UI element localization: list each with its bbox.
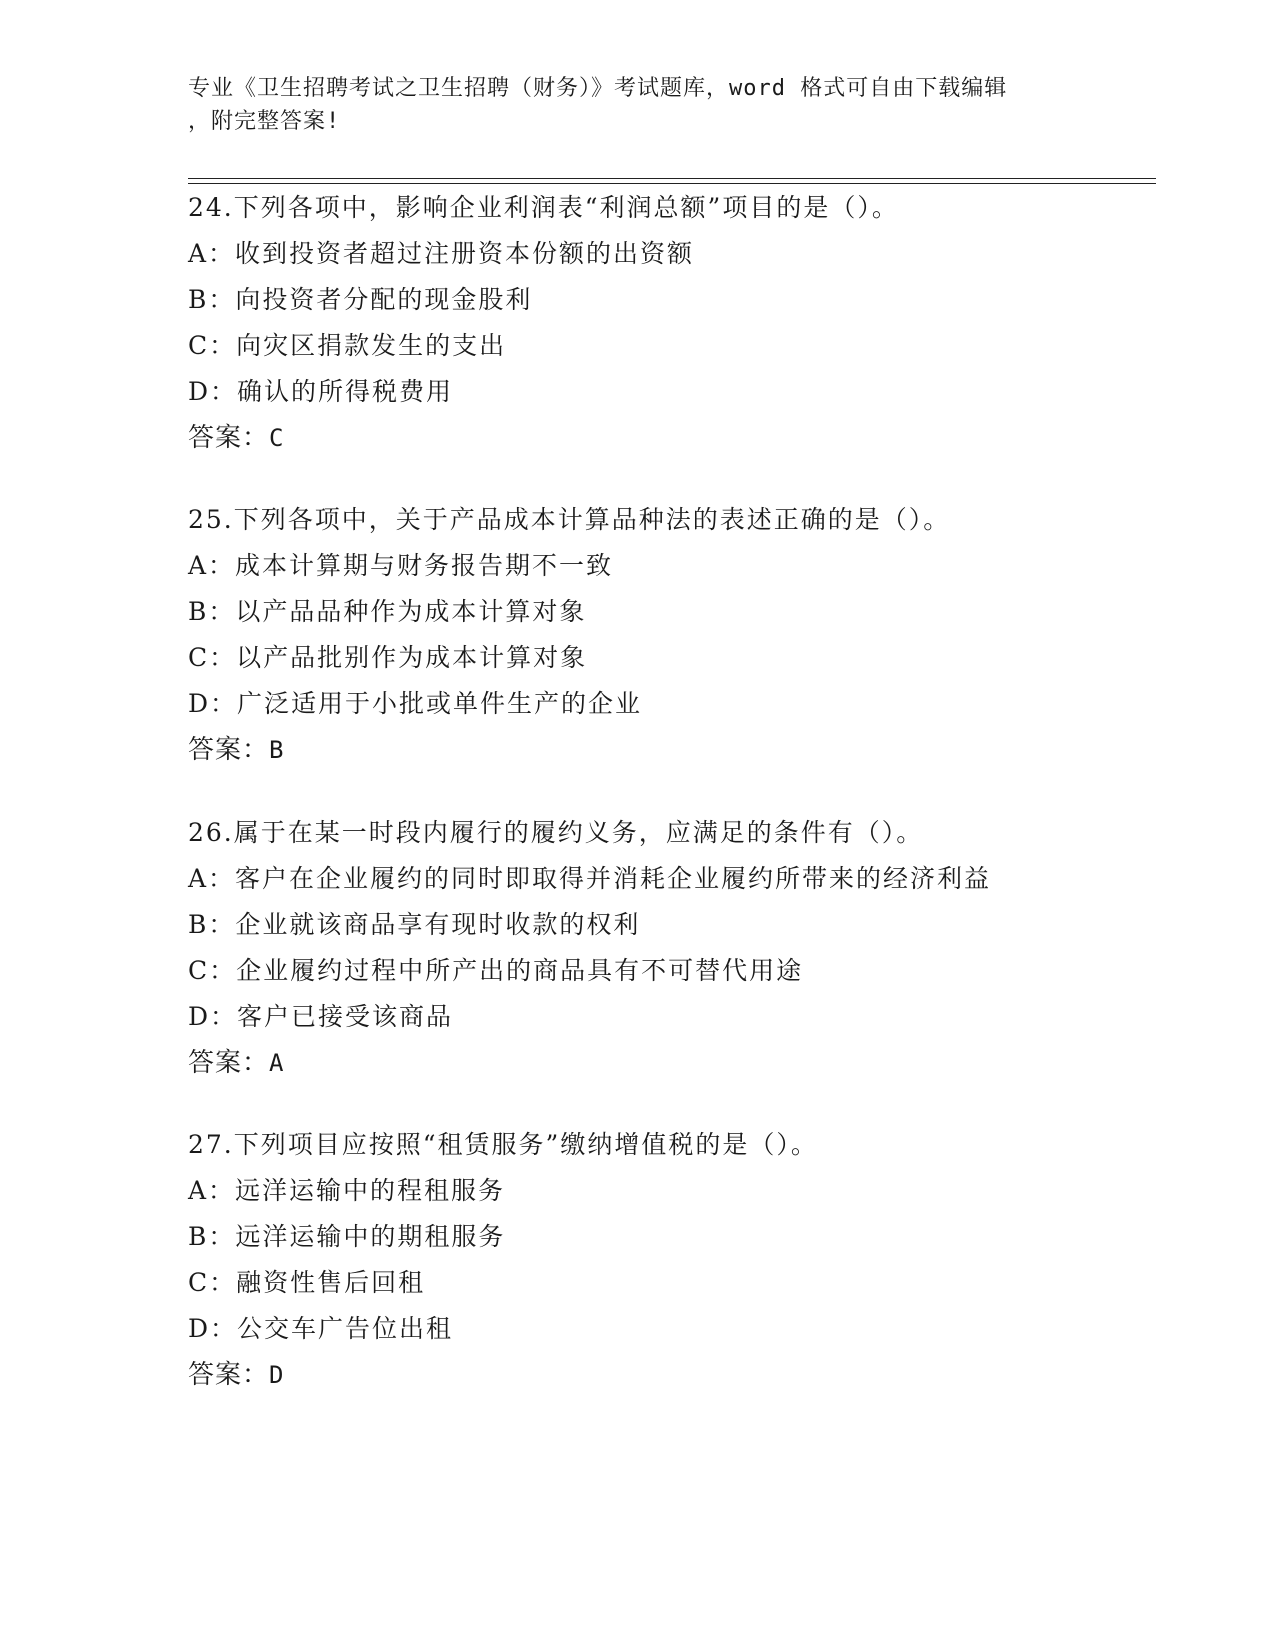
option-a: A：成本计算期与财务报告期不一致 bbox=[188, 551, 614, 580]
answer-label: 答案： bbox=[188, 1048, 270, 1078]
question-stem: 27.下列项目应按照“租赁服务”缴纳增值税的是（）。 bbox=[188, 1130, 818, 1159]
option-c: C：以产品批别作为成本计算对象 bbox=[188, 643, 588, 672]
question-26 bbox=[188, 810, 1148, 1086]
header-line-2: ，附完整答案! bbox=[188, 109, 341, 134]
answer-value: D bbox=[269, 1361, 285, 1389]
option-c: C：向灾区捐款发生的支出 bbox=[188, 331, 507, 360]
answer-line bbox=[188, 727, 1148, 773]
answer-line bbox=[188, 415, 1148, 461]
answer-label: 答案： bbox=[188, 1360, 270, 1390]
option-c: C：融资性售后回租 bbox=[188, 1268, 426, 1297]
header-line-1: 专业《卫生招聘考试之卫生招聘（财务）》考试题库，word 格式可自由下载编辑 bbox=[188, 76, 1008, 101]
header-divider-bottom bbox=[188, 183, 1156, 184]
option-d: D：客户已接受该商品 bbox=[188, 1002, 454, 1031]
answer-value: C bbox=[269, 424, 285, 452]
question-24 bbox=[188, 185, 1148, 461]
answer-label: 答案： bbox=[188, 423, 270, 453]
option-b: B：向投资者分配的现金股利 bbox=[188, 285, 533, 314]
answer-line bbox=[188, 1040, 1148, 1086]
option-a: A：远洋运输中的程租服务 bbox=[188, 1176, 506, 1205]
answer-value: B bbox=[269, 736, 285, 764]
option-d: D：广泛适用于小批或单件生产的企业 bbox=[188, 689, 643, 718]
document-header bbox=[188, 72, 1088, 138]
option-a: A：客户在企业履约的同时即取得并消耗企业履约所带来的经济利益 bbox=[188, 864, 992, 893]
answer-value: A bbox=[269, 1049, 285, 1077]
header-divider-top bbox=[188, 178, 1156, 179]
option-a: A：收到投资者超过注册资本份额的出资额 bbox=[188, 239, 695, 268]
option-b: B：远洋运输中的期租服务 bbox=[188, 1222, 506, 1251]
answer-line bbox=[188, 1352, 1148, 1398]
question-stem: 26.属于在某一时段内履行的履约义务，应满足的条件有（）。 bbox=[188, 818, 924, 847]
answer-label: 答案： bbox=[188, 735, 270, 765]
question-stem: 25.下列各项中，关于产品成本计算品种法的表述正确的是（）。 bbox=[188, 505, 951, 534]
option-d: D：确认的所得税费用 bbox=[188, 377, 454, 406]
option-d: D：公交车广告位出租 bbox=[188, 1314, 454, 1343]
option-b: B：企业就该商品享有现时收款的权利 bbox=[188, 910, 641, 939]
question-stem: 24.下列各项中，影响企业利润表“利润总额”项目的是（）。 bbox=[188, 193, 899, 222]
option-c: C：企业履约过程中所产出的商品具有不可替代用途 bbox=[188, 956, 804, 985]
question-27 bbox=[188, 1122, 1148, 1398]
option-b: B：以产品品种作为成本计算对象 bbox=[188, 597, 587, 626]
question-25 bbox=[188, 497, 1148, 773]
